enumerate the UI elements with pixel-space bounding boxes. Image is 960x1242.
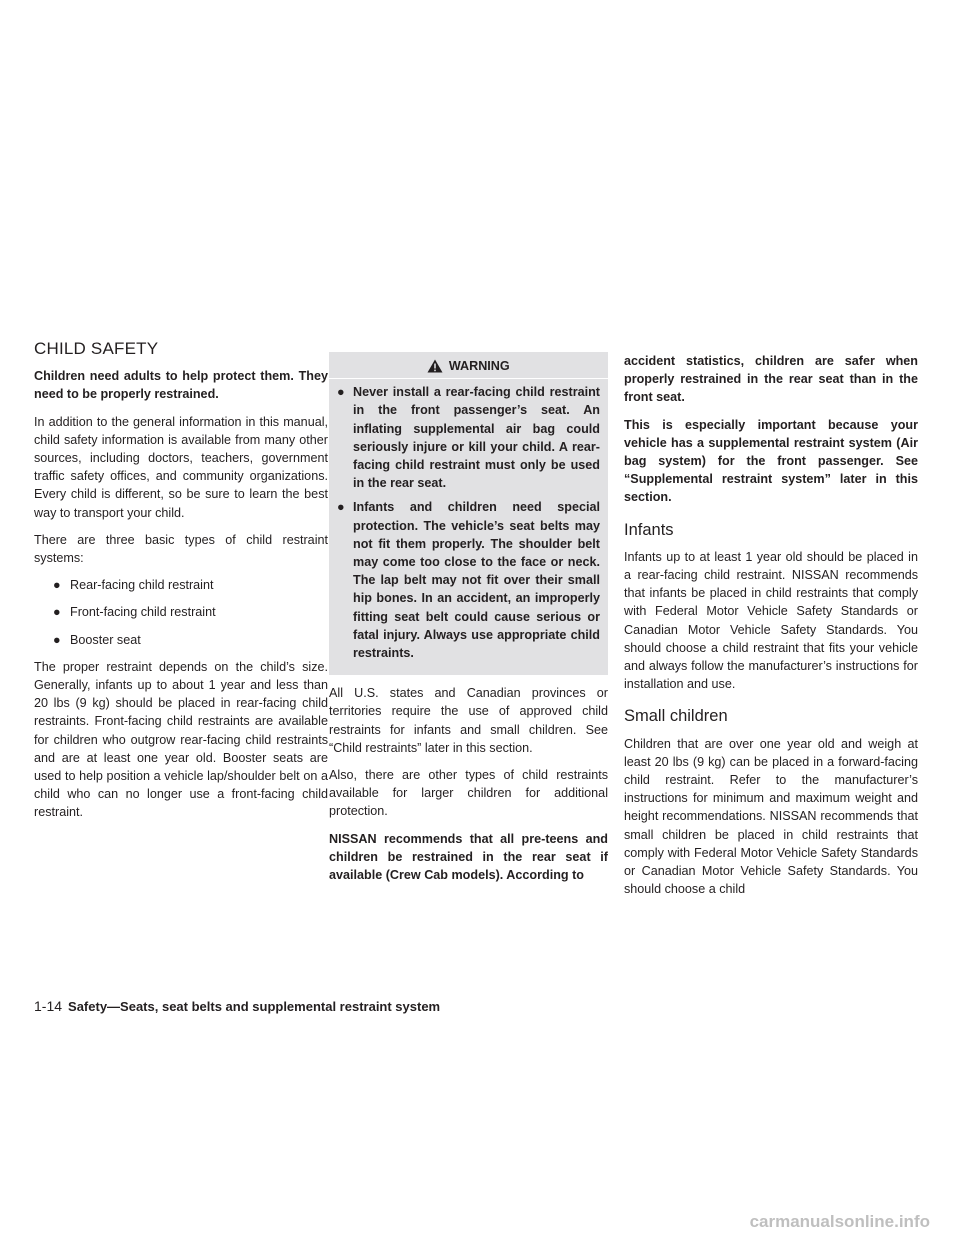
bullet-icon: ● [53, 632, 61, 647]
paragraph: The proper restraint depends on the child’s size. Generally, infants up to about 1 year and less than 20 lbs (9 kg) should be placed in rear-facing child restraints. Front-facing child restraints are available for children who outgrow rear-facing child restraints and are at least one year old. Booster seats are used to help position a vehicle lap/shoulder belt on a child who can no longer use a front-facing child restraint. [34, 659, 328, 820]
watermark: carmanualsonline.info [749, 1212, 930, 1231]
footer-title: Safety—Seats, seat belts and supplemental restraint system [68, 999, 441, 1014]
list-item: ● Front-facing child restraint [34, 603, 328, 621]
page-footer [34, 998, 440, 1014]
intro-bold: Children need adults to help protect them. They need to be properly restrained. [34, 369, 328, 402]
warning-box [329, 352, 608, 675]
warning-triangle-icon [427, 359, 443, 373]
page-number: 1-14 [34, 998, 63, 1014]
paragraph-bold: accident statistics, children are safer when properly restrained in the rear seat than in the front seat. [624, 354, 918, 405]
paragraph: All U.S. states and Canadian provinces or territories require the use of approved child restraints for infants and small children. See “Child restraints” later in this section. [329, 686, 608, 755]
paragraph-bold: NISSAN recommends that all pre-teens and children be restrained in the rear seat if available (Crew Cab models). According to [329, 831, 608, 883]
warning-item: ● Infants and children need special protection. The vehicle’s seat belts may not fit them properly. The shoulder belt may come too close to the face or neck. The lap belt may not fit over their small hip bones. In an accident, an improperly fitting seat belt could cause serious or fatal injury. Always use appropriate child restraints. [337, 500, 600, 661]
section-title: CHILD SAFETY [34, 339, 159, 358]
paragraph: Children that are over one year old and weigh at least 20 lbs (9 kg) can be placed in a forward-facing child restraint. Refer to the manufacturer’s instructions for minimum and maximum weight and height recommendations. NISSAN recommends that small children be placed in child restraints that comply with Federal Motor Vehicle Safety Standards or Canadian Motor Vehicle Safety Standards. You should choose a child [624, 736, 918, 897]
paragraph: In addition to the general information in this manual, child safety information is available from many other sources, including doctors, teachers, government traffic safety offices, and community organizations. Every child is different, so be sure to learn the best way to transport your child. [34, 414, 328, 520]
subheading-infants: Infants [624, 520, 674, 539]
bullet-icon: ● [53, 605, 61, 620]
warning-item: ● Never install a rear-facing child restraint in the front passenger’s seat. An inflating supplemental air bag could seriously injure or kill your child. A rear-facing child restraint must only be used in the rear seat. [337, 385, 600, 491]
column-left [34, 340, 328, 831]
list-item: ● Booster seat [34, 631, 328, 649]
warning-header: WARNING [329, 352, 608, 379]
paragraph: Infants up to at least 1 year old should be placed in a rear-facing child restraint. NISSAN recommends that infants be placed in child restraints that comply with Federal Motor Vehicle Safety Standards or Canadian Motor Vehicle Safety Standards. You should choose a child restraint that fits your vehicle and always follow the manufacturer’s instructions for installation and use. [624, 549, 918, 692]
subheading-small-children: Small children [624, 707, 728, 726]
paragraph: Also, there are other types of child restraints available for larger children for additional protection. [329, 768, 608, 819]
paragraph: There are three basic types of child restraint systems: [34, 532, 328, 566]
restraint-types-list [34, 576, 328, 649]
column-right [624, 352, 918, 907]
list-item: ● Rear-facing child restraint [34, 576, 328, 594]
bullet-icon: ● [337, 500, 345, 515]
column-middle [329, 352, 608, 893]
bullet-icon: ● [53, 578, 61, 593]
paragraph-bold: This is especially important because your vehicle has a supplemental restraint system (Air bag system) for the front passenger. See “Supplemental restraint system” later in this section. [624, 417, 918, 505]
bullet-icon: ● [337, 385, 345, 400]
